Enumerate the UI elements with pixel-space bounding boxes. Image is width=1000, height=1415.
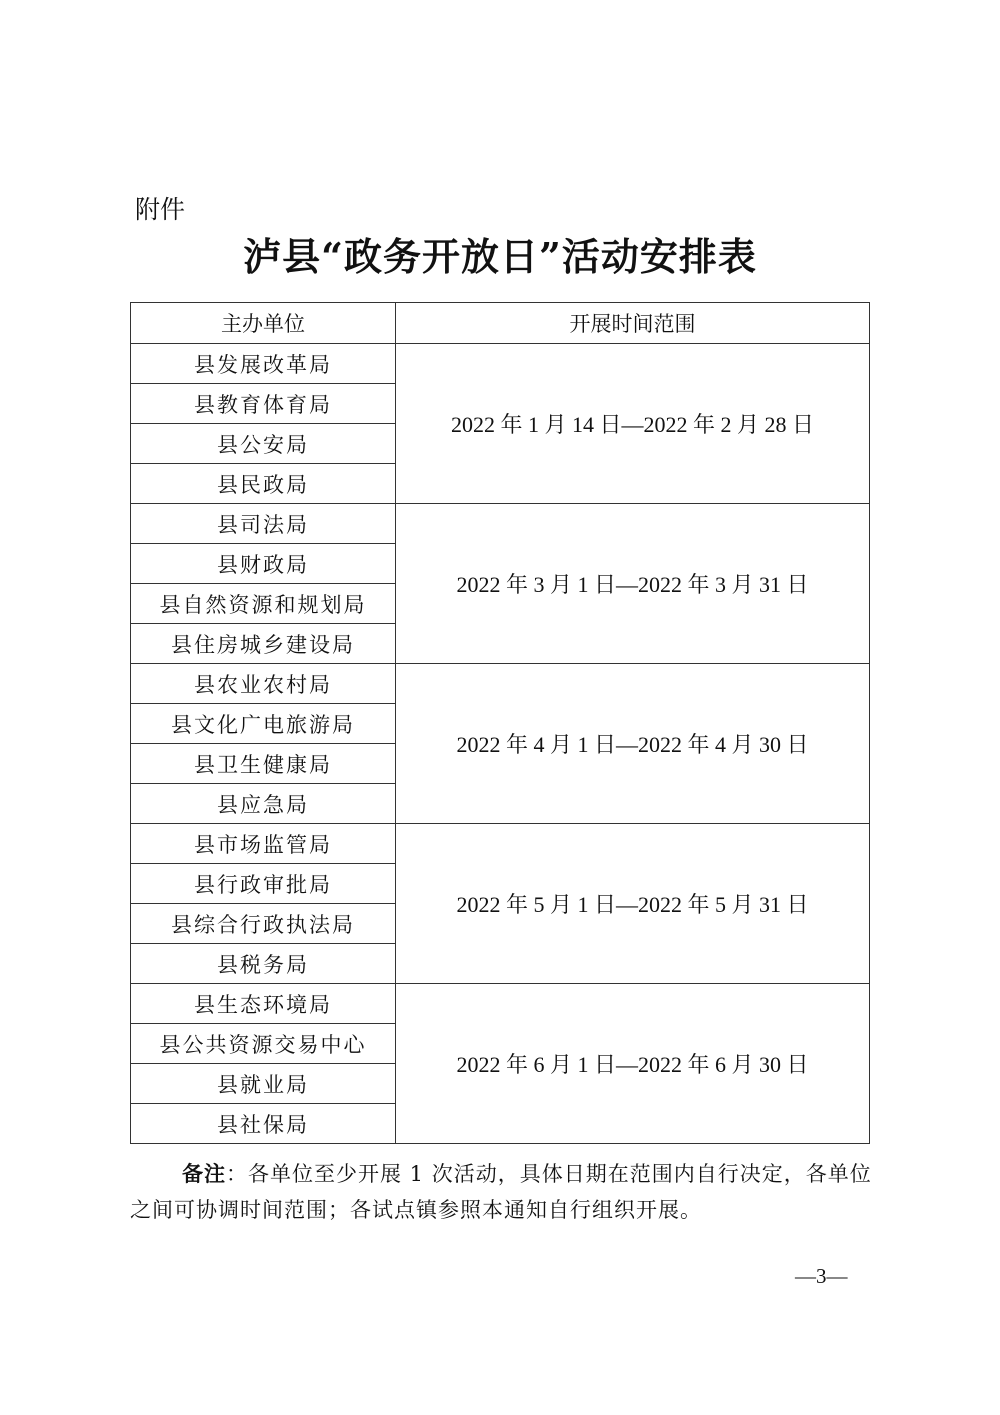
header-time-range: 开展时间范围 (396, 303, 870, 344)
schedule-table (130, 302, 870, 1144)
table-row (131, 664, 870, 704)
organizer-cell: 县综合行政执法局 (131, 904, 396, 944)
organizer-cell: 县市场监管局 (131, 824, 396, 864)
organizer-cell: 县教育体育局 (131, 384, 396, 424)
organizer-cell: 县农业农村局 (131, 664, 396, 704)
organizer-cell: 县民政局 (131, 464, 396, 504)
organizer-cell: 县行政审批局 (131, 864, 396, 904)
organizer-cell: 县就业局 (131, 1064, 396, 1104)
organizer-cell: 县住房城乡建设局 (131, 624, 396, 664)
page-title: 泸县“政务开放日”活动安排表 (243, 234, 757, 279)
organizer-cell: 县公共资源交易中心 (131, 1024, 396, 1064)
organizer-cell: 县财政局 (131, 544, 396, 584)
table-row (131, 984, 870, 1024)
table-row (131, 824, 870, 864)
organizer-cell: 县生态环境局 (131, 984, 396, 1024)
organizer-cell: 县卫生健康局 (131, 744, 396, 784)
remarks (130, 1156, 875, 1228)
remarks-label: 备注 (182, 1161, 226, 1186)
organizer-cell: 县文化广电旅游局 (131, 704, 396, 744)
organizer-cell: 县自然资源和规划局 (131, 584, 396, 624)
table-header-row (131, 303, 870, 344)
time-range-cell: 2022 年 6 月 1 日—2022 年 6 月 30 日 (396, 984, 870, 1144)
table-row (131, 504, 870, 544)
organizer-cell: 县社保局 (131, 1104, 396, 1144)
time-range-cell: 2022 年 5 月 1 日—2022 年 5 月 31 日 (396, 824, 870, 984)
page-number: —3— (795, 1264, 848, 1288)
time-range-cell: 2022 年 3 月 1 日—2022 年 3 月 31 日 (396, 504, 870, 664)
attachment-label: 附件 (135, 195, 186, 224)
header-organizer: 主办单位 (131, 303, 396, 344)
organizer-cell: 县发展改革局 (131, 344, 396, 384)
organizer-cell: 县税务局 (131, 944, 396, 984)
table-row (131, 344, 870, 384)
remarks-text: ：各单位至少开展 1 次活动，具体日期在范围内自行决定，各单位之间可协调时间范围；各试点镇参照本通知自行组织开展。 (130, 1162, 872, 1222)
time-range-cell: 2022 年 1 月 14 日—2022 年 2 月 28 日 (396, 344, 870, 504)
time-range-cell: 2022 年 4 月 1 日—2022 年 4 月 30 日 (396, 664, 870, 824)
organizer-cell: 县应急局 (131, 784, 396, 824)
organizer-cell: 县司法局 (131, 504, 396, 544)
organizer-cell: 县公安局 (131, 424, 396, 464)
